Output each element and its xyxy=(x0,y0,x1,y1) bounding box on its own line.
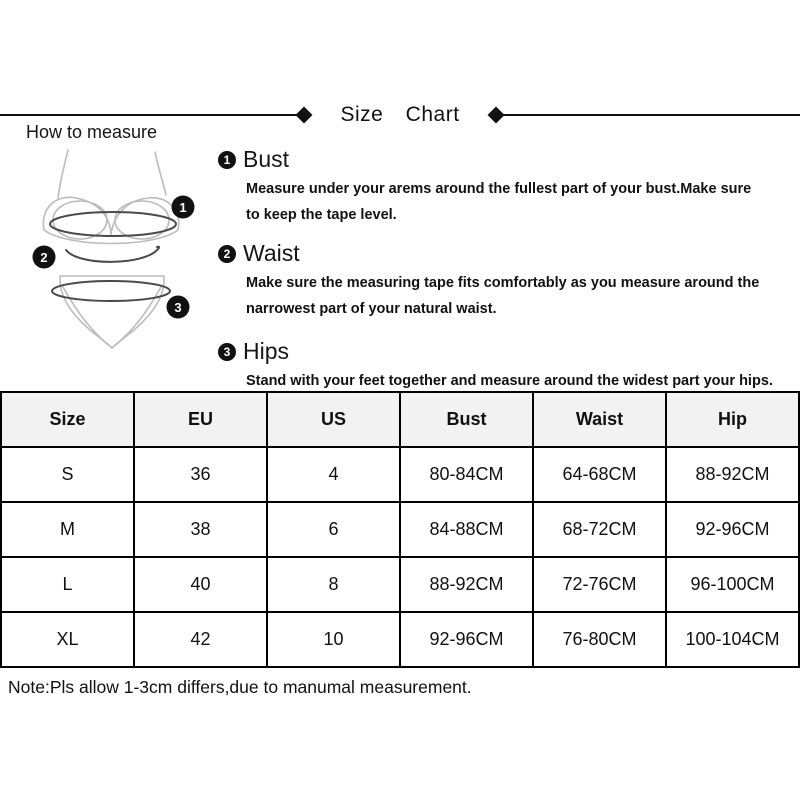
cell-eu: 36 xyxy=(134,447,267,502)
cell-waist: 72-76CM xyxy=(533,557,666,612)
cell-hip: 88-92CM xyxy=(666,447,799,502)
table-row-m xyxy=(1,502,799,557)
step-waist-description xyxy=(218,270,784,322)
measurement-illustration xyxy=(18,146,212,364)
column-header-bust: Bust xyxy=(400,392,533,447)
step-waist-heading xyxy=(218,240,784,267)
badge-3-label: 3 xyxy=(174,300,182,315)
cell-hip: 100-104CM xyxy=(666,612,799,667)
column-header-size: Size xyxy=(1,392,134,447)
table-row-l xyxy=(1,557,799,612)
number-3-badge-icon: 3 xyxy=(218,343,236,361)
step-bust xyxy=(218,146,784,228)
cell-size: S xyxy=(1,447,134,502)
how-to-measure-heading: How to measure xyxy=(26,122,158,142)
cell-us: 4 xyxy=(267,447,400,502)
table-row-xl xyxy=(1,612,799,667)
column-header-hip: Hip xyxy=(666,392,799,447)
cell-size: L xyxy=(1,557,134,612)
title-rule-right xyxy=(502,114,800,116)
description-line: Measure under your arems around the fullest part of your bust.Make sure xyxy=(246,181,752,197)
column-header-eu: EU xyxy=(134,392,267,447)
number-1-badge-icon: 1 xyxy=(218,151,236,169)
step-bust-description xyxy=(218,176,784,228)
cell-waist: 76-80CM xyxy=(533,612,666,667)
measurement-note: Note:Pls allow 1-3cm differs,due to manumal measurement. xyxy=(8,677,472,697)
title-rule-left xyxy=(0,114,298,116)
diamond-icon xyxy=(487,107,504,124)
cell-eu: 42 xyxy=(134,612,267,667)
size-table xyxy=(0,391,800,668)
cell-bust: 92-96CM xyxy=(400,612,533,667)
column-header-waist: Waist xyxy=(533,392,666,447)
column-header-us: US xyxy=(267,392,400,447)
description-line: to keep the tape level. xyxy=(246,207,397,223)
step-hips xyxy=(218,338,784,394)
cell-eu: 40 xyxy=(134,557,267,612)
cell-bust: 84-88CM xyxy=(400,502,533,557)
cell-bust: 80-84CM xyxy=(400,447,533,502)
description-line: Make sure the measuring tape fits comfortably as you measure around the xyxy=(246,275,760,291)
step-waist-name: Waist xyxy=(243,240,300,266)
step-hips-name: Hips xyxy=(243,338,290,364)
cell-size: M xyxy=(1,502,134,557)
measure-steps xyxy=(218,146,784,394)
step-hips-heading xyxy=(218,338,784,365)
badge-2-label: 2 xyxy=(40,250,48,265)
table-row-s xyxy=(1,447,799,502)
description-line: narrowest part of your natural waist. xyxy=(246,301,497,317)
cell-us: 6 xyxy=(267,502,400,557)
cell-waist: 68-72CM xyxy=(533,502,666,557)
cell-hip: 96-100CM xyxy=(666,557,799,612)
size-table-header-row xyxy=(1,392,799,447)
cell-us: 8 xyxy=(267,557,400,612)
cell-waist: 64-68CM xyxy=(533,447,666,502)
cell-eu: 38 xyxy=(134,502,267,557)
cell-size: XL xyxy=(1,612,134,667)
cell-bust: 88-92CM xyxy=(400,557,533,612)
badge-1-label: 1 xyxy=(179,200,187,215)
step-bust-heading xyxy=(218,146,784,173)
page-title: Size Chart xyxy=(340,103,460,126)
cell-us: 10 xyxy=(267,612,400,667)
step-waist xyxy=(218,240,784,322)
cell-hip: 92-96CM xyxy=(666,502,799,557)
step-bust-name: Bust xyxy=(243,146,290,172)
description-line: Stand with your feet together and measure around the widest part your hips. xyxy=(246,373,773,389)
number-2-badge-icon: 2 xyxy=(218,245,236,263)
